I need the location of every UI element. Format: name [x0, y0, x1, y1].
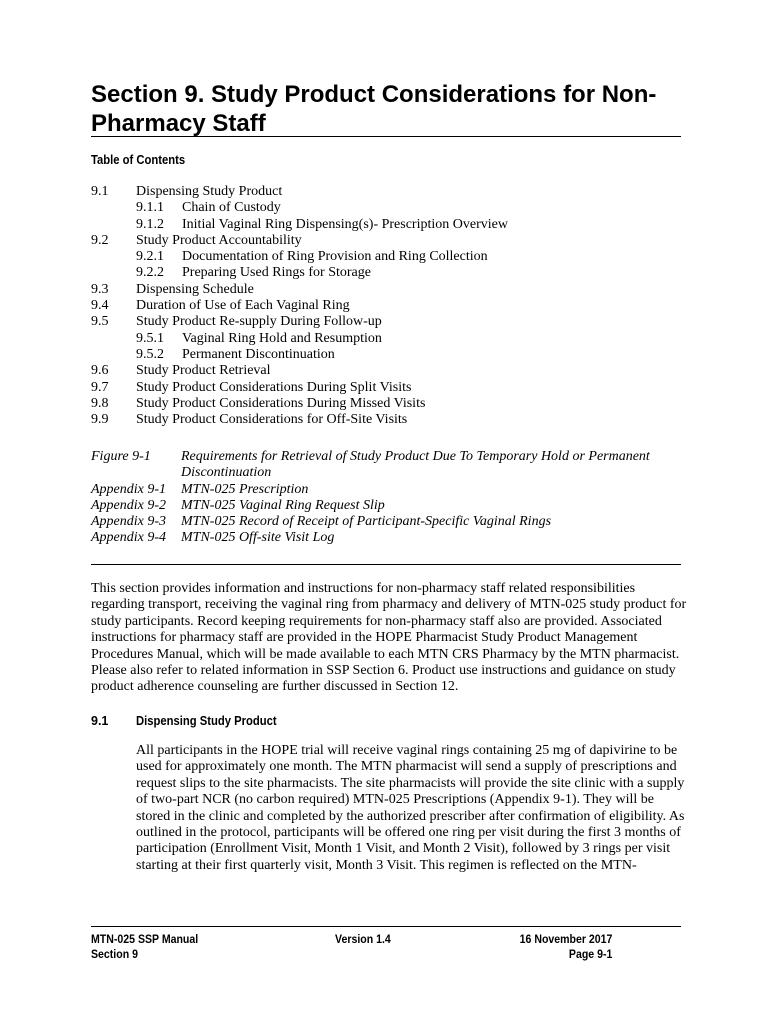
footer-section: Section 9 — [91, 947, 138, 961]
footer-page-number: Page 9-1 — [568, 947, 612, 961]
figure-entry — [91, 482, 691, 498]
toc-entry-label: Duration of Use of Each Vaginal Ring — [136, 298, 350, 314]
footer-date: 16 November 2017 — [519, 932, 612, 946]
toc-entry-number: 9.7 — [91, 379, 109, 395]
figure-entry — [91, 498, 691, 514]
figure-entry-number: Appendix 9-1 — [91, 481, 167, 497]
figure-entry — [91, 449, 691, 482]
toc-entry-number: 9.5.2 — [136, 346, 164, 362]
figure-entry-number: Appendix 9-4 — [91, 530, 167, 546]
toc-entry-label: Dispensing Schedule — [136, 281, 254, 297]
toc-entry-label: Documentation of Ring Provision and Ring Collection — [182, 249, 488, 265]
toc-entry-number: 9.2.1 — [136, 249, 164, 265]
toc-entry — [91, 363, 691, 379]
figure-entry-number: Appendix 9-2 — [91, 497, 167, 513]
toc-entry — [91, 217, 691, 233]
toc-entry-label: Study Product Considerations for Off-Site Visits — [136, 412, 408, 428]
footer-divider — [91, 926, 681, 927]
figure-entry-label: MTN-025 Prescription — [181, 481, 309, 497]
toc-entry-label: Study Product Retrieval — [136, 363, 271, 379]
toc-divider — [91, 564, 681, 565]
toc-entry-number: 9.1 — [91, 184, 109, 199]
toc-entry-number: 9.9 — [91, 412, 109, 428]
figure-entry — [91, 530, 691, 546]
toc-entry-number: 9.8 — [91, 395, 109, 411]
toc-entry-number: 9.5.1 — [136, 330, 164, 346]
section-9-1-body: All participants in the HOPE trial will receive vaginal rings containing 25 mg of dapivirine to be used for approximately one month. The MTN pharmacist will send a supply of prescriptions and request slips to the site pharmacists. The site pharmacists will provide the site clinic with a supply of two-part NCR (no carbon required) MTN-025 Prescriptions (Appendix 9-1). They will be stored in the clinic and completed by the authorized prescriber after confirmation of eligibility. As outlined in the protocol, participants will be offered one ring per visit during the first 3 months of participation (Enrollment Visit, Month 1 Visit, and Month 2 Visit), followed by 3 rings per visit starting at their first quarterly visit, Month 3 Visit. This regimen is reflected on the MTN- — [136, 743, 685, 873]
toc-entry-number: 9.2.2 — [136, 265, 164, 281]
toc-entry-label: Dispensing Study Product — [136, 184, 283, 199]
toc-entry — [91, 282, 691, 298]
footer-version: Version 1.4 — [335, 932, 391, 946]
section-title: Dispensing Study Product — [136, 714, 277, 728]
toc-entry — [91, 298, 691, 314]
toc-entry-number: 9.4 — [91, 298, 109, 314]
toc-entry — [91, 200, 691, 216]
figure-entry-number: Appendix 9-3 — [91, 514, 167, 530]
toc-entry-number: 9.6 — [91, 363, 109, 379]
toc-entry — [91, 265, 691, 281]
toc-entry — [91, 331, 691, 347]
section-number: 9.1 — [91, 714, 109, 728]
toc-entry-label: Initial Vaginal Ring Dispensing(s)- Prescription Overview — [182, 216, 508, 232]
toc-entry — [91, 412, 691, 428]
toc-entry-label: Permanent Discontinuation — [182, 346, 335, 362]
figure-entry-label: MTN-025 Vaginal Ring Request Slip — [181, 497, 385, 513]
toc-entry — [91, 233, 691, 249]
toc-entry — [91, 184, 691, 200]
table-of-contents — [91, 184, 691, 428]
figure-entry-label: MTN-025 Off-site Visit Log — [181, 530, 335, 546]
title-divider — [91, 136, 681, 137]
figure-entry-number: Figure 9-1 — [91, 449, 151, 464]
toc-entry-label: Study Product Re-supply During Follow-up — [136, 314, 382, 330]
toc-entry-label: Study Product Considerations During Split Visits — [136, 379, 412, 395]
toc-entry-label: Study Product Accountability — [136, 232, 302, 248]
toc-entry-number: 9.1.1 — [136, 200, 164, 216]
toc-entry-number: 9.2 — [91, 232, 109, 248]
toc-entry — [91, 380, 691, 396]
toc-entry-label: Study Product Considerations During Missed Visits — [136, 395, 426, 411]
intro-paragraph: This section provides information and instructions for non-pharmacy staff related responsibilities regarding transport, receiving the vaginal ring from pharmacy and delivery of MTN-025 study product for study participants. Record keeping requirements for non-pharmacy staff also are provided. Associated instructions for pharmacy staff are provided in the HOPE Pharmacist Study Product Management Procedures Manual, which will be made available to each MTN CRS Pharmacy by the MTN pharmacist. Please also refer to related information in SSP Section 6. Product use instructions and guidance on study product adherence counseling are further discussed in Section 12. — [91, 581, 687, 695]
page-title: Section 9. Study Product Considerations for Non-Pharmacy Staff — [91, 81, 657, 137]
toc-entry — [91, 249, 691, 265]
toc-entry — [91, 347, 691, 363]
figure-entry-label: Requirements for Retrieval of Study Product Due To Temporary Hold or Permanent Discontinuation — [181, 449, 650, 481]
footer-manual: MTN-025 SSP Manual — [91, 932, 199, 946]
figure-entry-label: MTN-025 Record of Receipt of Participant-Specific Vaginal Rings — [181, 514, 552, 530]
toc-entry-number: 9.3 — [91, 281, 109, 297]
toc-heading: Table of Contents — [91, 153, 186, 167]
toc-entry-label: Vaginal Ring Hold and Resumption — [182, 330, 382, 346]
figure-entry — [91, 514, 691, 530]
toc-entry — [91, 396, 691, 412]
toc-entry-label: Chain of Custody — [182, 200, 281, 216]
toc-entry — [91, 314, 691, 330]
figures-appendices-list — [91, 449, 691, 547]
toc-entry-label: Preparing Used Rings for Storage — [182, 265, 371, 281]
toc-entry-number: 9.1.2 — [136, 216, 164, 232]
toc-entry-number: 9.5 — [91, 314, 109, 330]
